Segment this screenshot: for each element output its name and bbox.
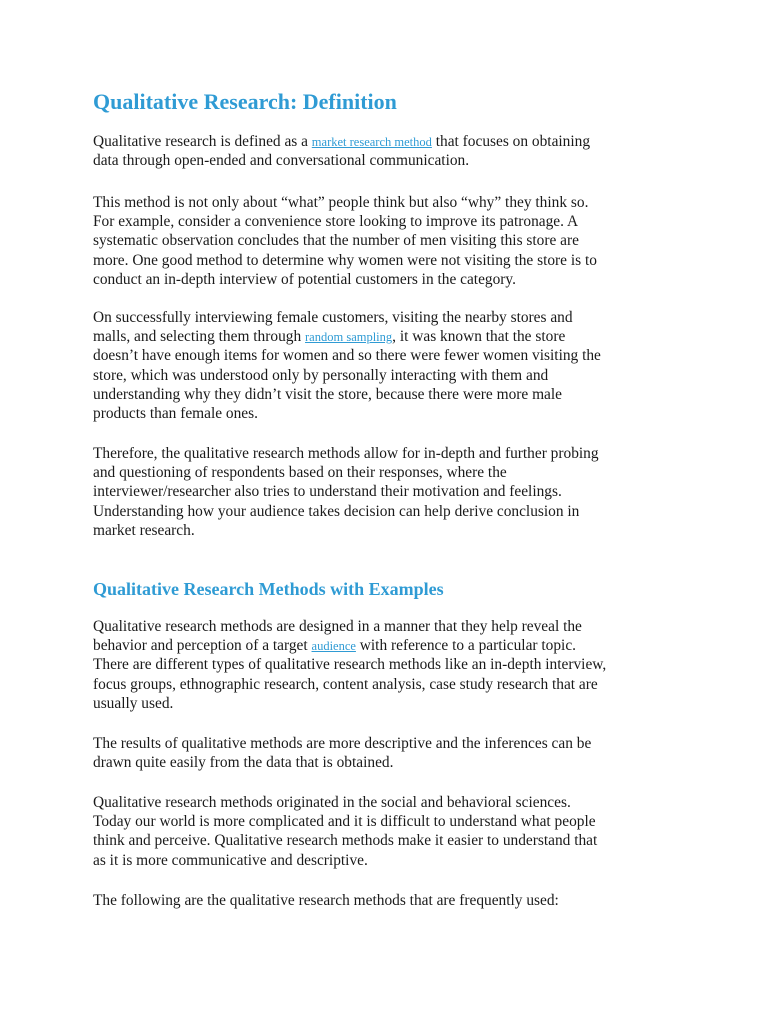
paragraph-results <box>93 734 591 772</box>
text-line: The following are the qualitative research methods that are frequently used: <box>93 892 559 909</box>
text-line: interviewer/researcher also tries to understand their motivation and feelings. <box>93 483 562 501</box>
text-line <box>93 132 590 151</box>
text-segment: malls, and selecting them through <box>93 328 306 346</box>
text-line: market research. <box>93 521 195 539</box>
text-line: understanding why they didn’t visit the store, because there were more male <box>93 385 562 403</box>
text-line: drawn quite easily from the data that is obtained. <box>93 754 394 772</box>
text-line <box>93 636 606 655</box>
text-segment: that focuses on obtaining <box>431 133 591 150</box>
text-segment: Qualitative research is defined as a <box>93 133 312 150</box>
paragraph-probing <box>93 444 599 540</box>
text-line: more. One good method to determine why women were not visiting the store is to <box>93 251 597 269</box>
text-line: conduct an in-depth interview of potential customers in the category. <box>93 270 516 288</box>
paragraph-origins <box>93 793 597 870</box>
page-title: Qualitative Research: Definition <box>93 89 397 114</box>
text-line: and questioning of respondents based on their responses, where the <box>93 464 507 482</box>
text-line: There are different types of qualitative research methods like an in-depth interview, <box>93 656 607 674</box>
section-heading-methods: Qualitative Research Methods with Examples <box>93 579 444 599</box>
text-line: doesn’t have enough items for women and so there were fewer women visiting the <box>93 347 601 365</box>
paragraph-what-why <box>93 193 597 289</box>
text-line: Therefore, the qualitative research methods allow for in-depth and further probing <box>93 445 599 462</box>
link-market-research-method[interactable]: market research method <box>311 135 432 149</box>
paragraph-interview-example <box>93 308 601 423</box>
text-line: usually used. <box>93 694 174 712</box>
paragraph-following <box>93 891 559 910</box>
text-line: For example, consider a convenience store looking to improve its patronage. A <box>93 213 579 231</box>
text-line: Qualitative research methods are designed in a manner that they help reveal the <box>93 618 582 635</box>
text-line: systematic observation concludes that the number of men visiting this store are <box>93 232 579 250</box>
paragraph-definition <box>93 132 590 170</box>
text-line: Today our world is more complicated and it is difficult to understand what people <box>93 813 596 831</box>
text-segment: , it was known that the store <box>392 328 566 346</box>
text-line: as it is more communicative and descriptive. <box>93 851 368 869</box>
text-line: Qualitative research methods originated in the social and behavioral sciences. <box>93 794 571 811</box>
text-line: focus groups, ethnographic research, content analysis, case study research that are <box>93 675 598 693</box>
text-segment: with reference to a particular topic. <box>355 637 576 655</box>
text-line <box>93 327 601 346</box>
paragraph-methods-intro <box>93 617 606 713</box>
link-audience[interactable]: audience <box>311 639 356 654</box>
text-line: Understanding how your audience takes decision can help derive conclusion in <box>93 502 580 520</box>
text-line: This method is not only about “what” people think but also “why” they think so. <box>93 194 589 211</box>
link-random-sampling[interactable]: random sampling <box>305 330 393 345</box>
text-line: On successfully interviewing female customers, visiting the nearby stores and <box>93 309 573 326</box>
text-line: data through open-ended and conversational communication. <box>93 152 470 170</box>
text-segment: behavior and perception of a target <box>93 637 312 655</box>
text-line: The results of qualitative methods are more descriptive and the inferences can be <box>93 735 592 752</box>
text-line: products than female ones. <box>93 404 258 422</box>
text-line: store, which was understood only by personally interacting with them and <box>93 366 549 384</box>
text-line: think and perceive. Qualitative research methods make it easier to understand that <box>93 832 598 850</box>
